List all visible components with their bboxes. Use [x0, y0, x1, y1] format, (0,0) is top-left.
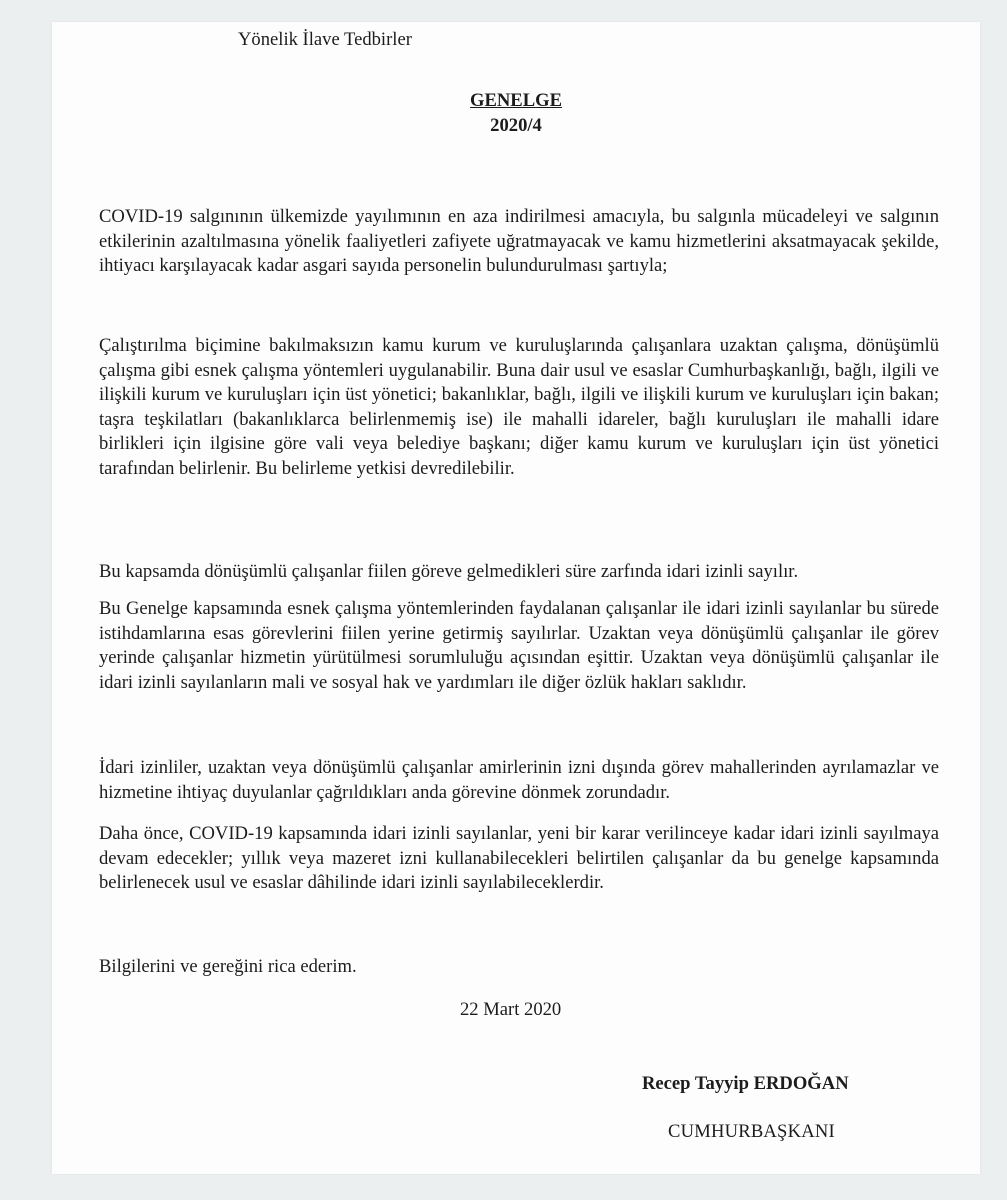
paragraph-4: Bu Genelge kapsamında esnek çalışma yöntemlerinden faydalanan çalışanlar ile idari izinli sayılanlar bu sürede istihdamlarına esas görevlerini fiilen yerine getirmiş sayılırlar. Uzaktan veya dönüşümlü çalışanlar ile görev yerinde çalışanlar hizmetin yürütülmesi sorumluluğu açısından eşittir. Uzaktan veya dönüşümlü çalışanlar ile idari izinli sayılanların mali ve sosyal hak ve yardımları ile diğer özlük hakları saklıdır.: [99, 598, 939, 693]
paragraph-6: Daha önce, COVID-19 kapsamında idari izinli sayılanlar, yeni bir karar verilinceye kadar idari izinli sayılmaya devam edecekler; yıllık veya mazeret izni kullanabilecekleri belirtilen çalışanlar da bu genelge kapsamında belirlenecek usul ve esaslar dâhilinde idari izinli sayılabileceklerdir.: [99, 823, 939, 893]
signatory-name: Recep Tayyip ERDOĞAN: [642, 1073, 849, 1094]
document-number: 2020/4: [490, 115, 542, 136]
document-date: 22 Mart 2020: [460, 999, 562, 1020]
document-subject-line: Yönelik İlave Tedbirler: [238, 29, 412, 50]
paragraph-5: İdari izinliler, uzaktan veya dönüşümlü çalışanlar amirlerinin izni dışında görev mahallerinden ayrılamazlar ve hizmetine ihtiyaç duyulanlar çağrıldıkları anda görevine dönmek zorundadır.: [99, 757, 939, 803]
document-page: [52, 22, 980, 1174]
paragraph-3: Bu kapsamda dönüşümlü çalışanlar fiilen göreve gelmedikleri süre zarfında idari izinli sayılır.: [99, 561, 799, 582]
paragraph-7: Bilgilerini ve gereğini rica ederim.: [99, 956, 357, 977]
paragraph-2: Çalıştırılma biçimine bakılmaksızın kamu kurum ve kuruluşlarında çalışanlara uzaktan çalışma, dönüşümlü çalışma gibi esnek çalışma yöntemleri uygulanabilir. Buna dair usul ve esaslar Cumhurbaşkanlığı, bağlı, ilgili ve ilişkili kurum ve kuruluşları için üst yönetici; bakanlıklar, bağlı, ilgili ve ilişkili kurum ve kuruluşları için bakan; taşra teşkilatları (bakanlıklarca belirlenmemiş ise) ile mahalli idareler, bağlı kuruluşları ile mahalli idare birlikleri için ilgisine göre vali veya belediye başkanı; diğer kamu kurum ve kuruluşları için üst yönetici tarafından belirlenir. Bu belirleme yetkisi devredilebilir.: [99, 335, 939, 479]
paragraph-1: COVID-19 salgınının ülkemizde yayılımının en aza indirilmesi amacıyla, bu salgınla mücadeleyi ve salgının etkilerinin azaltılmasına yönelik faaliyetleri zafiyete uğratmayacak ve kamu hizmetlerini aksatmayacak şekilde, ihtiyacı karşılayacak kadar asgari sayıda personelin bulundurulması şartıyla;: [99, 206, 939, 276]
signatory-title: CUMHURBAŞKANI: [668, 1121, 835, 1142]
document-title: GENELGE: [470, 90, 562, 111]
